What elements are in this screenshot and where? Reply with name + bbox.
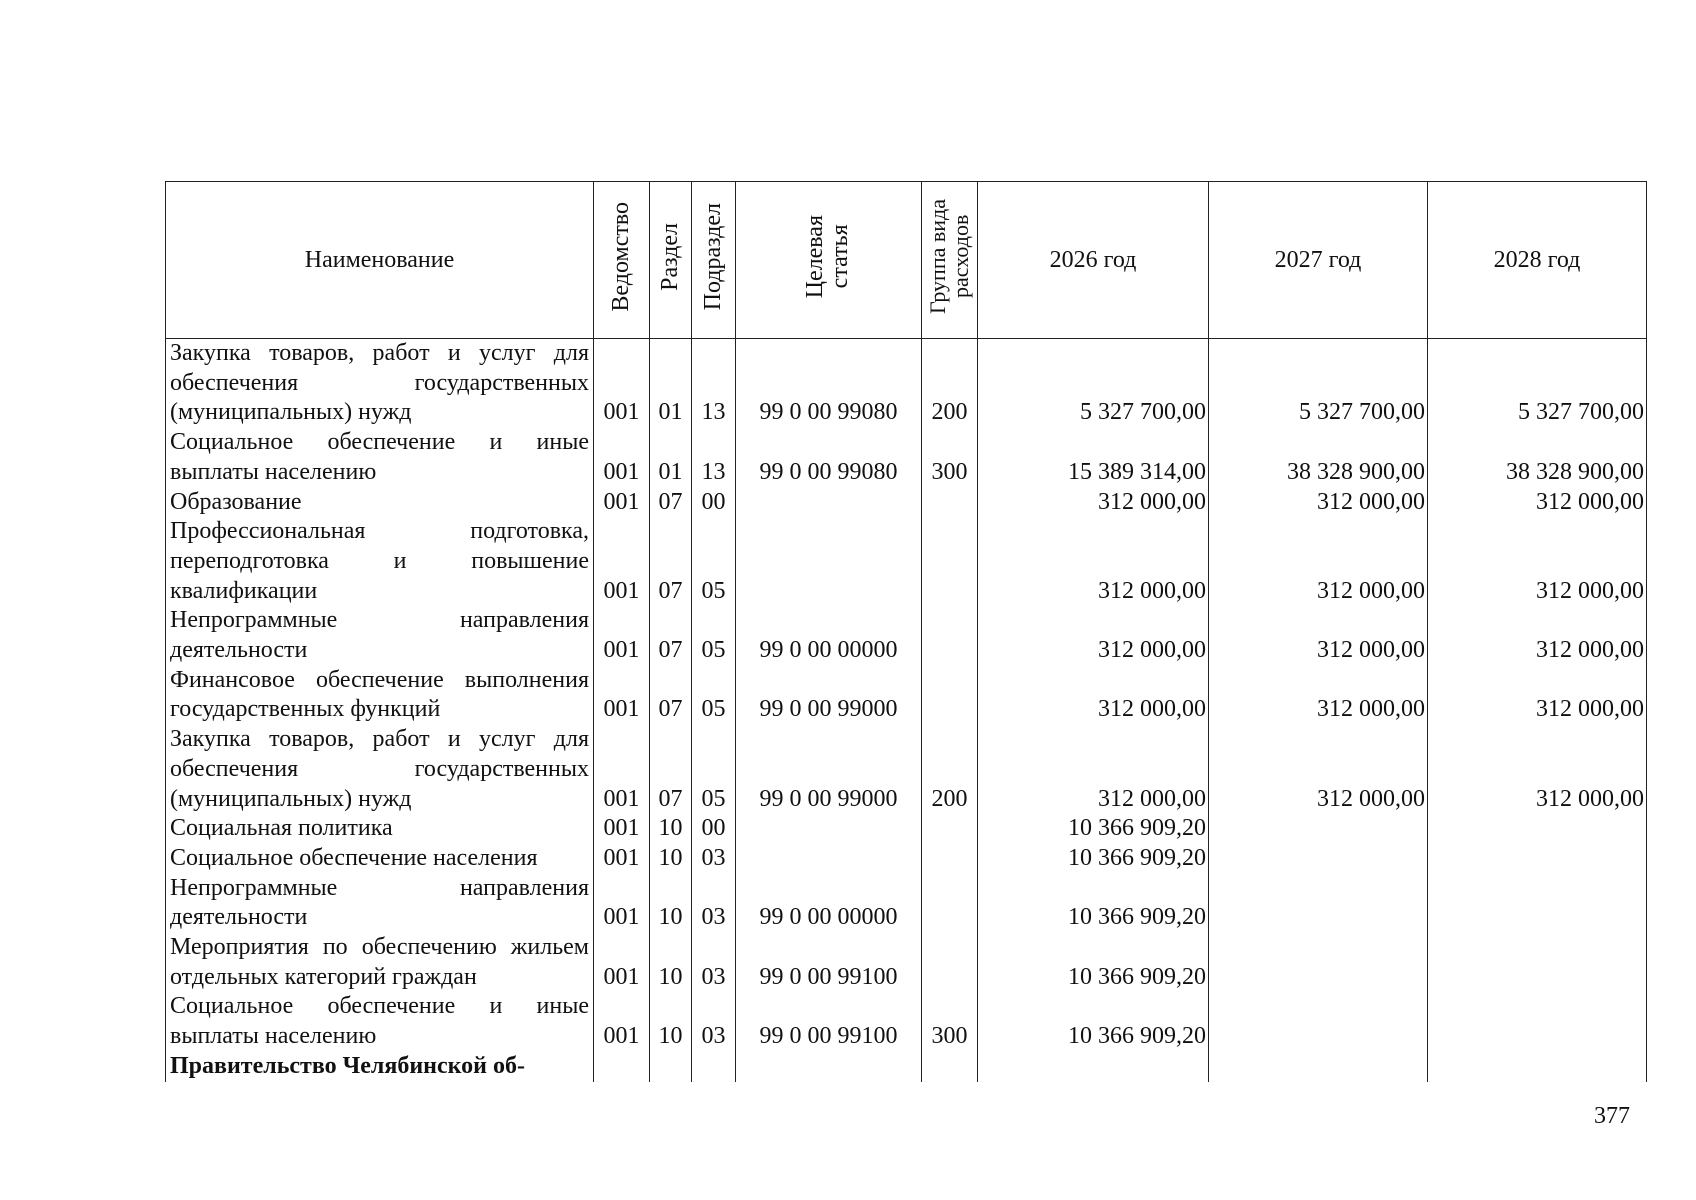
cell-v2027 (1209, 1052, 1428, 1082)
table-row (166, 992, 1647, 1051)
cell-target: 99 0 00 00000 (736, 874, 922, 933)
cell-v2027: 312 000,00 (1209, 725, 1428, 814)
cell-group (922, 666, 978, 725)
cell-sub: 05 (692, 666, 736, 725)
cell-name: Правительство Челябинской об- (166, 1052, 594, 1082)
cell-sub: 03 (692, 874, 736, 933)
cell-v2026: 5 327 700,00 (978, 339, 1209, 429)
cell-group: 200 (922, 339, 978, 429)
page-number: 377 (1594, 1103, 1630, 1129)
cell-sec: 10 (650, 992, 692, 1051)
cell-dept: 001 (594, 606, 650, 665)
cell-v2028 (1428, 844, 1647, 874)
header-group-label: Группа вида расходов (925, 199, 974, 314)
header-department (594, 182, 650, 339)
cell-sec: 10 (650, 814, 692, 844)
table-row (166, 517, 1647, 606)
table-row (166, 933, 1647, 992)
cell-sub: 13 (692, 428, 736, 487)
table-row (166, 844, 1647, 874)
table-row (166, 606, 1647, 665)
cell-sub: 05 (692, 517, 736, 606)
table-row (166, 428, 1647, 487)
header-subsection (692, 182, 736, 339)
cell-v2028: 312 000,00 (1428, 606, 1647, 665)
cell-dept: 001 (594, 517, 650, 606)
cell-name: Непрограммные направления деятельности (166, 606, 594, 665)
cell-sub: 00 (692, 814, 736, 844)
cell-name: Закупка товаров, работ и услуг для обеспечения государственных (муниципальных) нужд (166, 339, 594, 429)
cell-target (736, 1052, 922, 1082)
cell-group: 300 (922, 428, 978, 487)
cell-sec: 01 (650, 339, 692, 429)
table-body (166, 339, 1647, 1082)
table-row (166, 814, 1647, 844)
cell-dept: 001 (594, 666, 650, 725)
header-2027 (1209, 182, 1428, 339)
cell-name: Социальная политика (166, 814, 594, 844)
cell-v2026: 312 000,00 (978, 666, 1209, 725)
cell-v2027 (1209, 814, 1428, 844)
cell-v2028: 312 000,00 (1428, 517, 1647, 606)
header-name-label: Наименование (304, 246, 455, 273)
cell-name: Социальное обеспечение и иные выплаты населению (166, 428, 594, 487)
cell-sec (650, 1052, 692, 1082)
cell-v2027 (1209, 992, 1428, 1051)
header-2028-label: 2028 год (1493, 246, 1581, 273)
cell-dept: 001 (594, 488, 650, 518)
header-section (650, 182, 692, 339)
cell-sec: 10 (650, 933, 692, 992)
cell-group: 300 (922, 992, 978, 1051)
budget-table (165, 181, 1647, 1082)
cell-v2026: 312 000,00 (978, 517, 1209, 606)
cell-group (922, 606, 978, 665)
cell-dept: 001 (594, 814, 650, 844)
cell-v2027: 312 000,00 (1209, 488, 1428, 518)
cell-v2027: 38 328 900,00 (1209, 428, 1428, 487)
cell-v2026: 312 000,00 (978, 606, 1209, 665)
header-group (922, 182, 978, 339)
cell-sub: 03 (692, 992, 736, 1051)
cell-v2028: 312 000,00 (1428, 488, 1647, 518)
cell-sub: 03 (692, 933, 736, 992)
cell-sec: 07 (650, 606, 692, 665)
cell-v2028: 38 328 900,00 (1428, 428, 1647, 487)
cell-dept (594, 1052, 650, 1082)
cell-v2026: 10 366 909,20 (978, 933, 1209, 992)
table-row (166, 666, 1647, 725)
cell-dept: 001 (594, 844, 650, 874)
header-department-label: Ведомство (607, 201, 634, 312)
cell-v2027 (1209, 844, 1428, 874)
cell-v2028: 5 327 700,00 (1428, 339, 1647, 429)
cell-v2028 (1428, 992, 1647, 1051)
cell-dept: 001 (594, 339, 650, 429)
cell-sec: 10 (650, 844, 692, 874)
header-2028 (1428, 182, 1647, 339)
cell-target: 99 0 00 99100 (736, 933, 922, 992)
cell-dept: 001 (594, 992, 650, 1051)
cell-v2026: 10 366 909,20 (978, 992, 1209, 1051)
table-header-row (166, 182, 1647, 339)
cell-name: Финансовое обеспечение выполнения государственных функций (166, 666, 594, 725)
cell-name: Профессиональная подготовка, переподготовка и повышение квалификации (166, 517, 594, 606)
cell-v2026: 15 389 314,00 (978, 428, 1209, 487)
table-row (166, 874, 1647, 933)
cell-sec: 07 (650, 666, 692, 725)
cell-target: 99 0 00 99080 (736, 339, 922, 429)
cell-group (922, 933, 978, 992)
cell-v2027: 312 000,00 (1209, 517, 1428, 606)
header-target (736, 182, 922, 339)
cell-v2027: 5 327 700,00 (1209, 339, 1428, 429)
cell-v2028 (1428, 1052, 1647, 1082)
cell-target (736, 844, 922, 874)
cell-v2028 (1428, 933, 1647, 992)
table-row (166, 725, 1647, 814)
cell-dept: 001 (594, 874, 650, 933)
cell-sub: 13 (692, 339, 736, 429)
cell-sec: 07 (650, 488, 692, 518)
cell-v2027 (1209, 933, 1428, 992)
cell-sec: 07 (650, 517, 692, 606)
cell-target (736, 814, 922, 844)
cell-name: Непрограммные направления деятельности (166, 874, 594, 933)
cell-sub: 05 (692, 725, 736, 814)
cell-group (922, 517, 978, 606)
cell-name: Социальное обеспечение и иные выплаты населению (166, 992, 594, 1051)
cell-v2028: 312 000,00 (1428, 666, 1647, 725)
cell-sec: 01 (650, 428, 692, 487)
cell-target: 99 0 00 99080 (736, 428, 922, 487)
cell-group (922, 488, 978, 518)
cell-target: 99 0 00 00000 (736, 606, 922, 665)
cell-sec: 10 (650, 874, 692, 933)
cell-name: Образование (166, 488, 594, 518)
cell-target: 99 0 00 99000 (736, 725, 922, 814)
cell-target: 99 0 00 99100 (736, 992, 922, 1051)
cell-sub: 05 (692, 606, 736, 665)
cell-group (922, 844, 978, 874)
cell-name: Социальное обеспечение населения (166, 844, 594, 874)
cell-v2027: 312 000,00 (1209, 606, 1428, 665)
cell-target (736, 488, 922, 518)
cell-group: 200 (922, 725, 978, 814)
cell-target (736, 517, 922, 606)
cell-sub (692, 1052, 736, 1082)
header-2027-label: 2027 год (1274, 246, 1362, 273)
cell-dept: 001 (594, 933, 650, 992)
cell-dept: 001 (594, 725, 650, 814)
header-name (166, 182, 594, 339)
cell-name: Закупка товаров, работ и услуг для обеспечения государственных (муниципальных) нужд (166, 725, 594, 814)
cell-v2026: 10 366 909,20 (978, 814, 1209, 844)
cell-v2027: 312 000,00 (1209, 666, 1428, 725)
header-target-label: Целевая статья (802, 214, 854, 299)
cell-group (922, 874, 978, 933)
header-subsection-label: Подраздел (699, 202, 726, 311)
cell-v2026: 10 366 909,20 (978, 844, 1209, 874)
table-row (166, 339, 1647, 429)
header-2026 (978, 182, 1209, 339)
cell-v2028: 312 000,00 (1428, 725, 1647, 814)
cell-v2026: 312 000,00 (978, 725, 1209, 814)
cell-group (922, 1052, 978, 1082)
table-row (166, 1052, 1647, 1082)
header-2026-label: 2026 год (1049, 246, 1137, 273)
cell-sec: 07 (650, 725, 692, 814)
cell-sub: 03 (692, 844, 736, 874)
cell-dept: 001 (594, 428, 650, 487)
cell-v2026: 10 366 909,20 (978, 874, 1209, 933)
cell-group (922, 814, 978, 844)
cell-v2028 (1428, 874, 1647, 933)
cell-v2026: 312 000,00 (978, 488, 1209, 518)
cell-target: 99 0 00 99000 (736, 666, 922, 725)
cell-v2028 (1428, 814, 1647, 844)
table-row (166, 488, 1647, 518)
header-section-label: Раздел (656, 222, 683, 291)
cell-v2027 (1209, 874, 1428, 933)
cell-v2026 (978, 1052, 1209, 1082)
cell-sub: 00 (692, 488, 736, 518)
cell-name: Мероприятия по обеспечению жильем отдельных категорий граждан (166, 933, 594, 992)
